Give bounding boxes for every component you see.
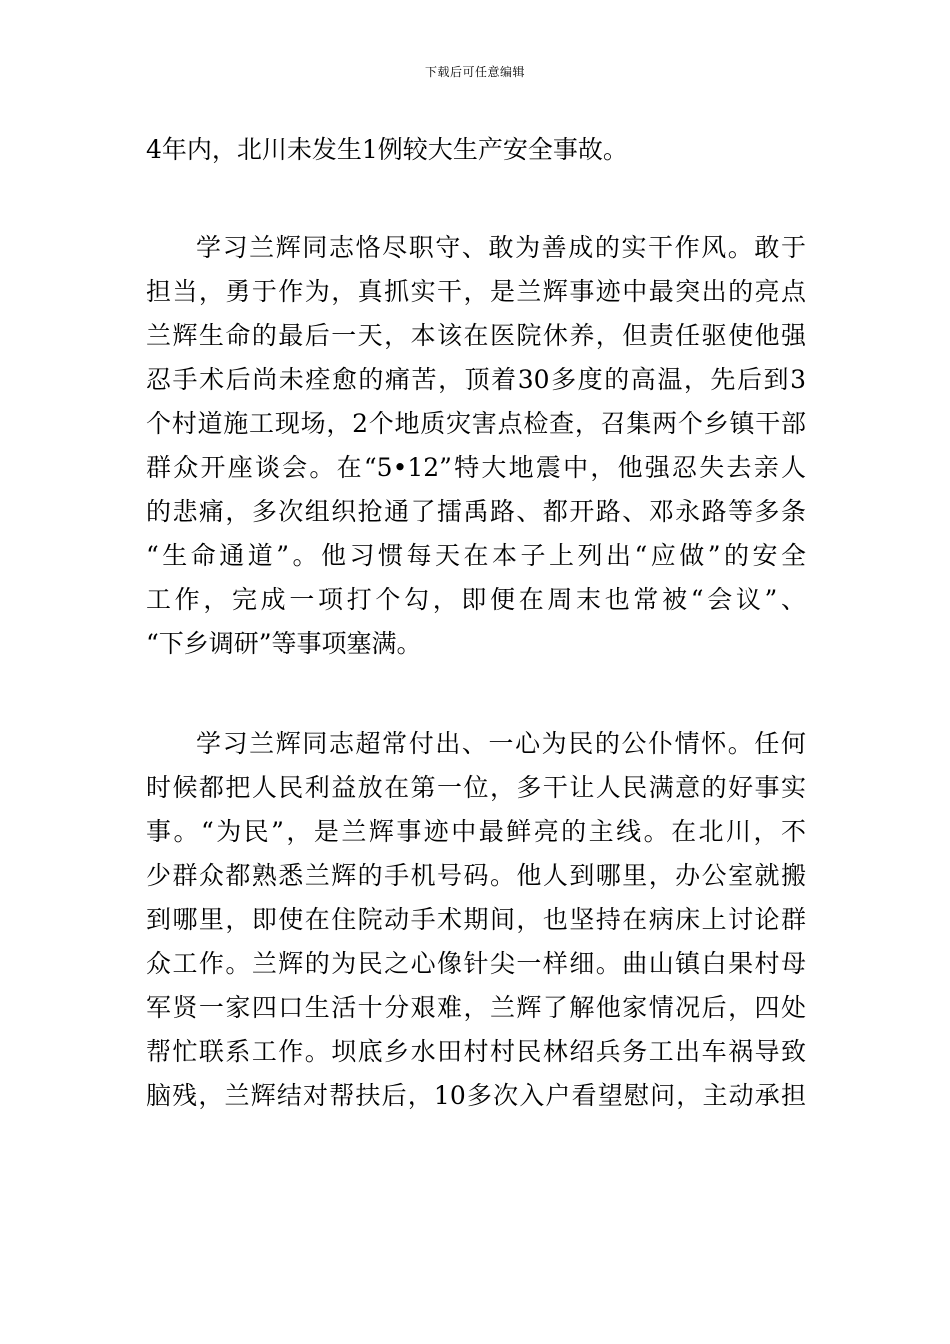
page-header: 下载后可任意编辑 <box>424 65 525 79</box>
text-line: 忍手术后尚未痊愈的痛苦，顶着30多度的高温，先后到3 <box>146 365 806 394</box>
text-line: 到哪里，即使在住院动手术期间，也坚持在病床上讨论群 <box>146 905 806 934</box>
text-line: 事。“为民”，是兰辉事迹中最鲜亮的主线。在北川，不 <box>146 817 806 846</box>
text-line: “生命通道”。他习惯每天在本子上列出“应做”的安全 <box>146 541 806 570</box>
text-line: “下乡调研”等事项塞满。 <box>146 629 422 658</box>
text-line: 兰辉生命的最后一天，本该在医院休养，但责任驱使他强 <box>146 321 806 350</box>
text-line: 少群众都熟悉兰辉的手机号码。他人到哪里，办公室就搬 <box>146 861 806 890</box>
text-line: 工作，完成一项打个勾，即便在周末也常被“会议”、 <box>146 585 806 614</box>
text-line: 军贤一家四口生活十分艰难，兰辉了解他家情况后，四处 <box>146 993 806 1022</box>
text-line: 众工作。兰辉的为民之心像针尖一样细。曲山镇白果村母 <box>146 949 806 978</box>
text-line: 帮忙联系工作。坝底乡水田村村民林绍兵务工出车祸导致 <box>146 1037 806 1066</box>
text-line: 学习兰辉同志恪尽职守、敢为善成的实干作风。敢于 <box>196 233 806 262</box>
text-line: 担当，勇于作为，真抓实干，是兰辉事迹中最突出的亮点 <box>146 277 806 306</box>
text-line: 群众开座谈会。在“5•12”特大地震中，他强忍失去亲人 <box>146 453 806 482</box>
text-line: 时候都把人民利益放在第一位，多干让人民满意的好事实 <box>146 773 806 802</box>
text-line: 4年内，北川未发生1例较大生产安全事故。 <box>146 135 628 164</box>
text-line: 个村道施工现场，2个地质灾害点检查，召集两个乡镇干部 <box>146 409 806 438</box>
text-line: 的悲痛，多次组织抢通了擂禹路、都开路、邓永路等多条 <box>146 497 806 526</box>
text-line: 学习兰辉同志超常付出、一心为民的公仆情怀。任何 <box>196 729 806 758</box>
text-line: 脑残，兰辉结对帮扶后，10多次入户看望慰问，主动承担 <box>146 1081 806 1110</box>
